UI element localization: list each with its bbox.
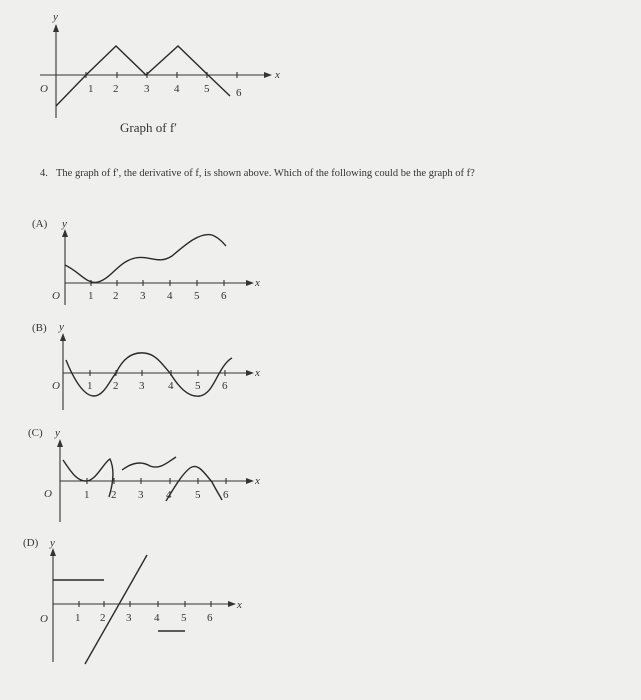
option-a-x-arrow [246,280,254,286]
fprime-origin: O [40,83,48,95]
option-c-tick-4: 4 [166,489,172,501]
option-c-origin: O [44,488,52,500]
option-d-y-label: y [50,537,55,549]
option-c-y-arrow [57,439,63,447]
option-a-tick-3: 3 [140,290,146,302]
option-d-label: (D) [23,537,39,549]
option-b-tick-1: 1 [87,380,93,392]
option-c-tick-3: 3 [138,489,144,501]
fprime-y-label: y [53,11,58,23]
option-b-x-arrow [246,370,254,376]
option-d[interactable] [23,537,242,664]
option-d-tick-5: 5 [181,612,187,624]
fprime-x-arrow [264,72,272,78]
option-b-tick-3: 3 [139,380,145,392]
option-a-tick-2: 2 [113,290,119,302]
fprime-tick-1: 1 [88,83,94,95]
fprime-curve [56,46,230,106]
option-a-tick-5: 5 [194,290,200,302]
option-d-x-label: x [237,599,242,611]
fprime-tick-5: 5 [204,83,210,95]
option-c-x-label: x [255,475,260,487]
option-d-tick-3: 3 [126,612,132,624]
fprime-tick-6: 6 [236,87,242,99]
option-b[interactable] [32,321,260,410]
question-text: The graph of f′, the derivative of f, is shown above. Which of the following could be the graph of f? [56,168,475,179]
fprime-tick-3: 3 [144,83,150,95]
fprime-y-arrow [53,24,59,32]
option-c-tick-2: 2 [111,489,117,501]
option-c-tick-1: 1 [84,489,90,501]
option-b-origin: O [52,380,60,392]
option-d-origin: O [40,613,48,625]
option-a-tick-4: 4 [167,290,173,302]
option-b-x-label: x [255,367,260,379]
option-b-tick-5: 5 [195,380,201,392]
option-d-x-arrow [228,601,236,607]
option-a-y-arrow [62,229,68,237]
option-a-tick-1: 1 [88,290,94,302]
option-b-tick-4: 4 [168,380,174,392]
option-c[interactable] [28,427,260,522]
fprime-tick-2: 2 [113,83,119,95]
option-b-y-label: y [59,321,64,333]
option-c-y-label: y [55,427,60,439]
option-b-tick-2: 2 [113,380,119,392]
option-c-tick-5: 5 [195,489,201,501]
option-c-tick-6: 6 [223,489,229,501]
option-a-x-label: x [255,277,260,289]
option-c-label: (C) [28,427,43,439]
option-d-tick-4: 4 [154,612,160,624]
question-number: 4. [40,168,48,179]
option-b-tick-6: 6 [222,380,228,392]
option-a-tick-6: 6 [221,290,227,302]
option-d-tick-6: 6 [207,612,213,624]
option-d-tick-2: 2 [100,612,106,624]
option-c-x-arrow [246,478,254,484]
option-d-tick-1: 1 [75,612,81,624]
option-a-curve [65,235,226,283]
option-a-origin: O [52,290,60,302]
option-d-segment-diagonal [85,555,147,664]
option-a-y-label: y [62,218,67,230]
fprime-tick-4: 4 [174,83,180,95]
option-a-label: (A) [32,218,48,230]
fprime-x-label: x [275,69,280,81]
option-d-y-arrow [50,548,56,556]
fprime-graph [40,11,280,135]
option-b-y-arrow [60,333,66,341]
option-a[interactable] [32,218,260,305]
option-b-label: (B) [32,322,47,334]
fprime-caption: Graph of f′ [120,120,177,135]
